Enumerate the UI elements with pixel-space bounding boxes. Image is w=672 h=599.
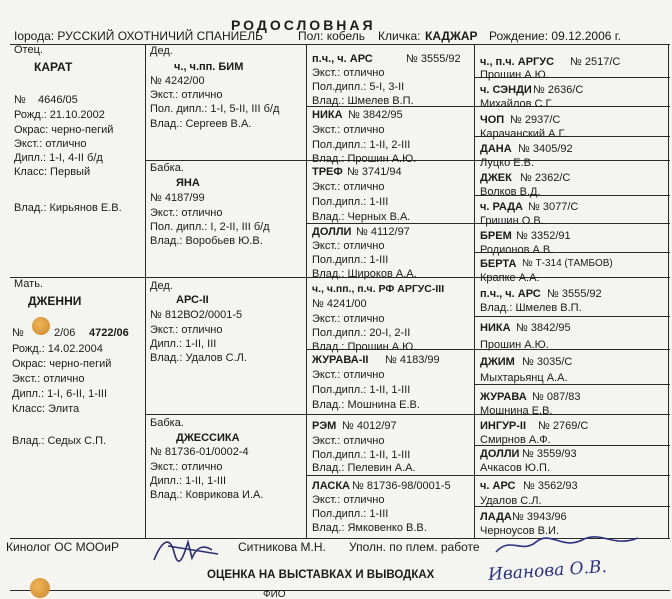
g4-name: ИНГУР-II: [480, 420, 527, 432]
ggp-expert: Экст.: отлично: [312, 369, 385, 381]
gp-owner: Влад.: Коврикова И.А.: [150, 489, 264, 501]
ggp-expert: Экст.: отлично: [312, 67, 385, 79]
g4-owner: Луцко Е.В.: [480, 157, 535, 169]
g4-reg: № 3405/92: [518, 143, 573, 155]
dam-reg-b: 4722/06: [89, 327, 129, 339]
g4-name: ЛАДА: [480, 511, 512, 523]
gp-reg: № 812ВО2/0001-5: [150, 309, 243, 321]
g4-reg: № 2769/С: [538, 420, 589, 432]
gp-name: ч., ч.пп. БИМ: [174, 61, 244, 73]
g4-name: ч. СЭНДИ: [480, 84, 532, 96]
gp-name: ЯНА: [176, 177, 200, 189]
ggp-reg: № 4241/00: [312, 298, 367, 310]
sire-expert: Экст.: отлично: [14, 138, 87, 150]
ggp-reg: № 4112/97: [356, 226, 410, 238]
gp-expert: Экст.: отлично: [150, 324, 223, 336]
ggp-reg: № 81736-98/0001-5: [352, 480, 451, 492]
g4-owner: Мыхтарьянц А.А.: [480, 372, 568, 384]
sire-label: Отец.: [14, 44, 43, 56]
ggp-reg: № 3741/94: [347, 166, 402, 178]
ggp-name: ДОЛЛИ: [312, 226, 352, 238]
ggp-owner: Влад.: Шмелев В.П.: [312, 95, 414, 107]
g4-reg: № Т-314 (ТАМБОВ): [522, 258, 613, 269]
ggp-expert: Экст.: отлично: [312, 240, 385, 252]
gp-expert: Экст.: отлично: [150, 89, 223, 101]
ggp-owner: Влад.: Широков А.А.: [312, 268, 417, 280]
gp-diplomas: Пол. дипл.: I, 2-II, III б/д: [150, 221, 270, 233]
authorized-signature-name: Иванова О.В.: [487, 556, 608, 586]
ggp-name: НИКА: [312, 109, 343, 121]
dam-reg-a: 2/06: [54, 327, 76, 339]
g4-name: ЧОП: [480, 114, 505, 126]
ggp-name: ТРЕФ: [312, 166, 343, 178]
sire-reg: 4646/05: [38, 94, 78, 106]
sire-color: Окрас: черно-пегий: [14, 124, 114, 136]
g4-name: ДЖЕК: [480, 172, 512, 184]
gp-diplomas: Пол. дипл.: 1-I, 5-II, III б/д: [150, 103, 280, 115]
cynologist-label: Кинолог ОС МООиР: [6, 540, 119, 554]
g4-reg: № 3035/С: [522, 356, 573, 368]
ggp-owner: Влад.: Ямковенко В.В.: [312, 522, 427, 534]
g4-reg: № 3562/93: [523, 480, 578, 492]
g4-name: ЖУРАВА: [480, 391, 527, 403]
g4-reg: № 3943/96: [512, 511, 567, 523]
gp-diplomas: Дипл.: 1-II, III: [150, 338, 217, 350]
gp-label: Дед.: [150, 45, 173, 57]
gp-label: Дед.: [150, 280, 173, 292]
g4-owner: Мошнина Е.В.: [480, 405, 553, 417]
g4-owner: Родионов А.В.: [480, 244, 554, 256]
gp-reg: № 4187/99: [150, 192, 205, 204]
ggp-expert: Экст.: отлично: [312, 435, 385, 447]
ggp-expert: Экст.: отлично: [312, 313, 385, 325]
ggp-diplomas: Пол.дипл.: 1-III: [312, 508, 389, 520]
sire-reg-label: №: [14, 94, 26, 106]
g4-reg: № 087/83: [532, 391, 581, 403]
gp-name: ДЖЕССИКА: [176, 432, 240, 444]
section-title: ОЦЕНКА НА ВЫСТАВКАХ И ВЫВОДКАХ: [207, 569, 435, 581]
gp-owner: Влад.: Сергеев В.А.: [150, 118, 252, 130]
ggp-diplomas: Пол.дипл.: 1-II, 2-III: [312, 139, 411, 151]
ggp-name: п.ч., ч. АРС: [312, 53, 373, 65]
g4-reg: № 2362/С: [520, 172, 571, 184]
g4-name: ч., п.ч. АРГУС: [480, 56, 555, 68]
g4-owner: Волков В.Д.: [480, 186, 541, 198]
dam-class: Класс: Элита: [12, 403, 80, 415]
g4-reg: № 3077/С: [528, 201, 579, 213]
dam-owner: Влад.: Седых С.П.: [12, 435, 107, 447]
dam-diplomas: Дипл.: 1-I, 6-II, 1-III: [12, 388, 108, 400]
ggp-owner: Влад.: Мошнина Е.В.: [312, 399, 420, 411]
g4-reg: № 3842/95: [516, 322, 571, 334]
dam-expert: Экст.: отлично: [12, 373, 85, 385]
g4-reg: № 2517/С: [570, 56, 621, 68]
nickname-value: КАДЖАР: [425, 29, 478, 43]
g4-reg: № 3352/91: [516, 230, 571, 242]
gp-label: Бабка.: [150, 162, 184, 174]
gp-expert: Экст.: отлично: [150, 461, 223, 473]
g4-reg: № 2636/С: [533, 84, 584, 96]
g4-name: БЕРТА: [480, 258, 517, 270]
g4-name: БРЕМ: [480, 230, 512, 242]
g4-owner: Смирнов А.Ф.: [480, 434, 551, 446]
ggp-expert: Экст.: отлично: [312, 124, 385, 136]
gp-reg: № 4242/00: [150, 75, 205, 87]
ggp-owner: Влад.: Прошин А.Ю.: [312, 153, 417, 165]
punch-hole: [32, 317, 50, 335]
dam-reg-prefix: №: [12, 327, 24, 339]
birth-date: Рождение: 09.12.2006 г.: [489, 29, 622, 43]
sex-line: Пол: кобель: [298, 29, 366, 43]
dam-birth: Рожд.: 14.02.2004: [12, 343, 103, 355]
ggp-expert: Экст.: отлично: [312, 181, 385, 193]
g4-owner: Гришин О.В.: [480, 215, 544, 227]
ggp-diplomas: Пол.дипл.: 20-I, 2-II: [312, 327, 411, 339]
ggp-name: ЖУРАВА-II: [312, 354, 369, 366]
ggp-diplomas: Пол.дипл.: 1-II, 1-III: [312, 449, 411, 461]
g4-owner: Влад.: Шмелев В.П.: [480, 302, 582, 314]
ggp-reg: № 3842/95: [348, 109, 403, 121]
ggp-reg: № 3555/92: [406, 53, 461, 65]
g4-owner: Удалов С.Л.: [480, 495, 542, 507]
ggp-expert: Экст.: отлично: [312, 494, 385, 506]
ggp-diplomas: Пол.дипл.: 1-III: [312, 254, 389, 266]
g4-name: п.ч., ч. АРС: [480, 288, 541, 300]
gp-owner: Влад.: Воробьев Ю.В.: [150, 235, 263, 247]
g4-reg: № 3555/92: [547, 288, 602, 300]
ggp-diplomas: Пол.дипл.: 1-II, 1-III: [312, 384, 411, 396]
ggp-name: ЛАСКА: [312, 480, 350, 492]
dam-color: Окрас: черно-пегий: [12, 358, 112, 370]
g4-owner: Ачкасов Ю.П.: [480, 462, 551, 474]
dam-name: ДЖЕННИ: [28, 294, 82, 308]
g4-name: НИКА: [480, 322, 511, 334]
g4-owner: Крапке А.А.: [480, 272, 540, 284]
gp-reg: № 81736-01/0002-4: [150, 446, 249, 458]
g4-name: ДЖИМ: [480, 356, 515, 368]
ggp-diplomas: Пол.дипл.: 5-I, 3-II: [312, 81, 405, 93]
cynologist-name: Ситникова М.Н.: [238, 540, 326, 554]
document-title: РОДОСЛОВНАЯ: [231, 17, 376, 33]
sire-name: КАРАТ: [34, 60, 73, 74]
gp-owner: Влад.: Удалов С.Л.: [150, 352, 247, 364]
authorized-label: Уполн. по плем. работе: [349, 540, 480, 554]
ggp-reg: № 4183/99: [385, 354, 440, 366]
sire-diplomas: Дипл.: 1-I, 4-II б/д: [14, 152, 103, 164]
g4-owner: Черноусов В.И.: [480, 525, 560, 537]
col-fio-header: ФИО: [263, 589, 286, 599]
g4-name: ДОЛЛИ: [480, 448, 520, 460]
ggp-reg: № 4012/97: [342, 420, 397, 432]
gp-diplomas: Дипл.: 1-II, 1-III: [150, 475, 227, 487]
cynologist-signature: [148, 532, 228, 566]
g4-name: ДАНА: [480, 143, 512, 155]
ggp-owner: Влад.: Черных В.А.: [312, 211, 411, 223]
sire-class: Класс: Первый: [14, 166, 91, 178]
authorized-signature-scribble: [492, 534, 642, 558]
gp-name: АРС-II: [176, 294, 209, 306]
ggp-name: ч., ч.пп., п.ч. РФ АРГУС-III: [312, 283, 445, 295]
ggp-owner: Влад.: Пелевин А.А.: [312, 462, 416, 474]
gp-label: Бабка.: [150, 417, 184, 429]
g4-owner: Михайлов С.Г.: [480, 98, 554, 110]
g4-owner: Прошин А.Ю.: [480, 69, 549, 81]
dam-label: Мать.: [14, 278, 43, 290]
g4-reg: № 3559/93: [522, 448, 577, 460]
sire-owner: Влад.: Кирьянов Е.В.: [14, 202, 122, 214]
g4-owner: Прошин А.Ю.: [480, 339, 549, 351]
punch-hole: [30, 578, 50, 598]
g4-owner: Карачанский А.Г.: [480, 128, 567, 140]
ggp-owner: Влад.: Прошин А.Ю.: [312, 341, 417, 353]
g4-reg: № 2937/С: [510, 114, 561, 126]
nickname-label: Кличка:: [378, 29, 421, 43]
gp-expert: Экст.: отлично: [150, 207, 223, 219]
ggp-diplomas: Пол.дипл.: 1-III: [312, 196, 389, 208]
sire-birth: Рожд.: 21.10.2002: [14, 109, 105, 121]
g4-name: ч. АРС: [480, 480, 516, 492]
g4-name: ч. РАДА: [480, 201, 524, 213]
ggp-name: РЭМ: [312, 420, 337, 432]
breed-line: Іорода: РУССКИЙ ОХОТНИЧИЙ СПАНИЕЛЬ: [14, 29, 263, 43]
